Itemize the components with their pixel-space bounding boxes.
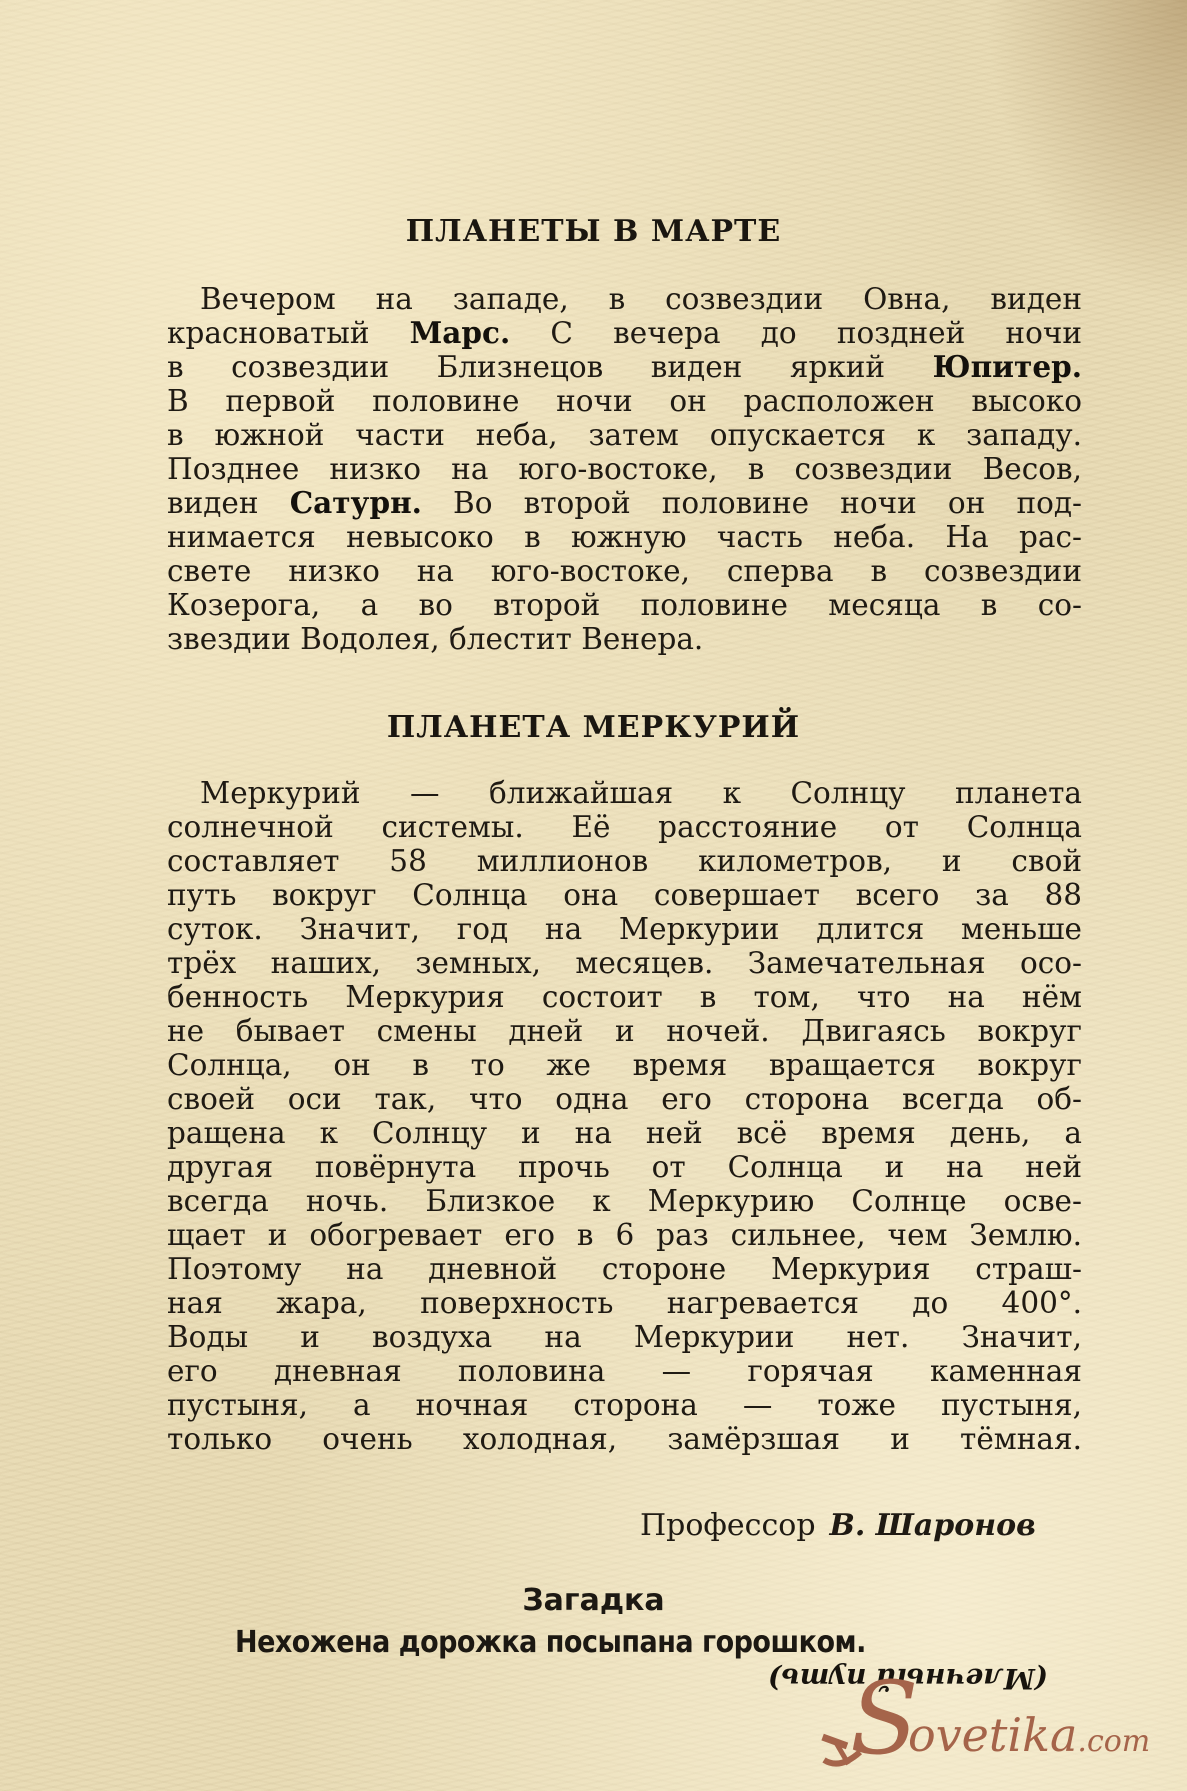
paragraph-line: звездии Водолея, блестит Венера. xyxy=(167,622,704,656)
paragraph-line: Солнца, он в то же время вращается вокруг xyxy=(167,1048,1082,1082)
paragraph-line: в созвездии Близнецов виден яркий Юпитер. xyxy=(167,349,1082,384)
riddle-text: Нехожена дорожка посыпана горошком. xyxy=(235,1625,866,1660)
paragraph-line: щает и обогревает его в 6 раз сильнее, чем Землю. xyxy=(167,1218,1082,1252)
author-signature xyxy=(640,1508,1036,1543)
watermark-text: ovetika.com xyxy=(908,1708,1151,1762)
paragraph-line: другая повёрнута прочь от Солнца и на ней xyxy=(167,1150,1082,1184)
paragraph-line: Поэтому на дневной стороне Меркурия страш- xyxy=(167,1252,1082,1286)
paragraph-line: бенность Меркурия состоит в том, что на нём xyxy=(167,980,1082,1014)
paragraph-line: его дневная половина — горячая каменная xyxy=(167,1354,1082,1388)
author-title: Профессор xyxy=(640,1508,816,1543)
watermark-initial: S xyxy=(850,1660,919,1777)
paragraph-line: трёх наших, земных, месяцев. Замечательная осо- xyxy=(167,946,1082,980)
riddle-title: Загадка xyxy=(522,1583,665,1618)
paragraph-line: не бывает смены дней и ночей. Двигаясь вокруг xyxy=(167,1014,1082,1048)
paragraph-line: суток. Значит, год на Меркурии длится меньше xyxy=(167,912,1082,946)
paragraph-line: Позднее низко на юго-востоке, в созвездии Весов, xyxy=(167,452,1082,486)
planet-name-saturn: Сатурн. xyxy=(289,485,422,520)
paragraph-line: свете низко на юго-востоке, сперва в созвездии xyxy=(167,554,1082,588)
paragraph-line: только очень холодная, замёрзшая и тёмная. xyxy=(167,1422,1082,1456)
author-name: В. Шаронов xyxy=(829,1508,1036,1543)
paragraph-line: виден Сатурн. Во второй половине ночи он под- xyxy=(167,485,1082,520)
paragraph-line: ная жара, поверхность нагревается до 400°. xyxy=(167,1286,1082,1320)
paragraph-line: Вечером на западе, в созвездии Овна, виден xyxy=(200,282,1082,316)
riddle-answer-upside-down: (Млечный путь) xyxy=(768,1662,1049,1695)
paragraph-line: составляет 58 миллионов километров, и свой xyxy=(167,844,1082,878)
paragraph-line: Воды и воздуха на Меркурии нет. Значит, xyxy=(167,1320,1082,1354)
paragraph-line: Козерога, а во второй половине месяца в со- xyxy=(167,588,1082,622)
section-title-planets-in-march: ПЛАНЕТЫ В МАРТЕ xyxy=(405,214,782,249)
paragraph-line: пустыня, а ночная сторона — тоже пустыня, xyxy=(167,1388,1082,1422)
paragraph-line: в южной части неба, затем опускается к западу. xyxy=(167,418,1082,452)
paragraph-line: Меркурий — ближайшая к Солнцу планета xyxy=(200,776,1082,810)
paragraph-line: своей оси так, что одна его сторона всегда об- xyxy=(167,1082,1082,1116)
section-title-planet-mercury: ПЛАНЕТА МЕРКУРИЙ xyxy=(386,710,801,745)
paragraph-line: нимается невысоко в южную часть неба. На рас- xyxy=(167,520,1082,554)
paragraph-line: всегда ночь. Близкое к Меркурию Солнце осве- xyxy=(167,1184,1082,1218)
paragraph-line: ращена к Солнцу и на ней всё время день, а xyxy=(167,1116,1082,1150)
paragraph-line: В первой половине ночи он расположен высоко xyxy=(167,384,1082,418)
paragraph-line: путь вокруг Солнца она совершает всего за 88 xyxy=(167,878,1082,912)
planet-name-mars: Марс. xyxy=(409,315,511,350)
planet-name-jupiter: Юпитер. xyxy=(932,349,1082,384)
paragraph-line: солнечной системы. Её расстояние от Солнца xyxy=(167,810,1082,844)
paragraph-line: красноватый Марс. С вечера до поздней ночи xyxy=(167,315,1082,350)
